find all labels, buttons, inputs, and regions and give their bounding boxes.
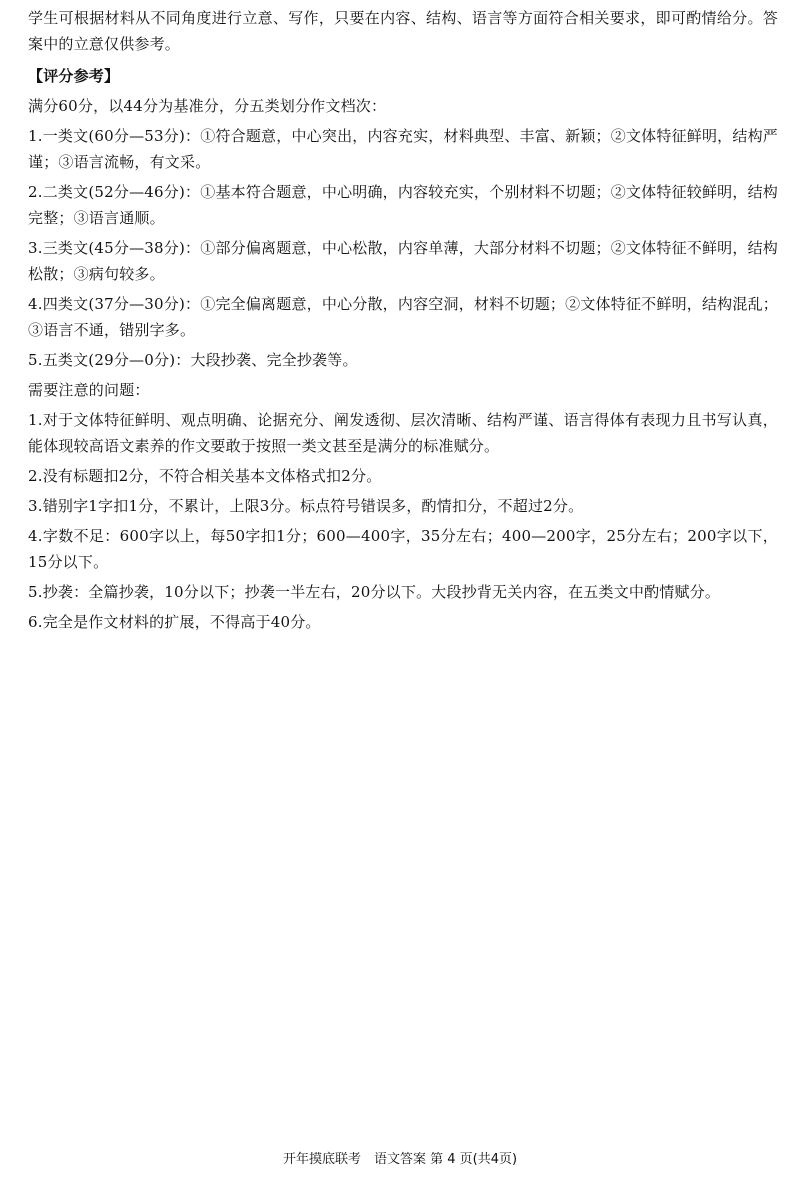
page-footer: 开年摸底联考 语文答案 第 4 页(共4页): [282, 1152, 518, 1167]
note-item: 3.错别字1字扣1分，不累计，上限3分。标点符号错误多，酌情扣分，不超过2分。: [28, 497, 584, 515]
note-item: 1.对于文体特征鲜明、观点明确、论据充分、阐发透彻、层次清晰、结构严谨、语言得体有表现力且书写认真，能体现较高语文素养的作文要敢于按照一类文甚至是满分的标准赋分。: [28, 411, 778, 455]
note-item: 6.完全是作文材料的扩展，不得高于40分。: [28, 613, 321, 631]
category-item: 2.二类文(52分—46分)：①基本符合题意，中心明确，内容较充实，个别材料不切题；②文体特征较鲜明，结构完整；③语言通顺。: [28, 183, 778, 227]
note-item: 2.没有标题扣2分，不符合相关基本文体格式扣2分。: [28, 467, 382, 485]
note-item: 4.字数不足：600字以上，每50字扣1分；600—400字，35分左右；400—200字，25分左右；200字以下，15分以下。: [28, 527, 778, 571]
page-content: [28, 0, 778, 635]
intro-paragraph: 学生可根据材料从不同角度进行立意、写作，只要在内容、结构、语言等方面符合相关要求，即可酌情给分。答案中的立意仅供参考。: [28, 9, 778, 53]
notes-heading: 需要注意的问题：: [28, 381, 150, 399]
category-item: 5.五类文(29分—0分)：大段抄袭、完全抄袭等。: [28, 351, 358, 369]
category-item: 4.四类文(37分—30分)：①完全偏离题意，中心分散，内容空洞，材料不切题；②文体特征不鲜明，结构混乱；③语言不通，错别字多。: [28, 295, 778, 339]
scoring-intro: 满分60分，以44分为基准分，分五类划分作文档次：: [28, 97, 387, 115]
category-item: 3.三类文(45分—38分)：①部分偏离题意，中心松散，内容单薄，大部分材料不切题；②文体特征不鲜明，结构松散；③病句较多。: [28, 239, 778, 283]
note-item: 5.抄袭：全篇抄袭，10分以下；抄袭一半左右，20分以下。大段抄背无关内容，在五类文中酌情赋分。: [28, 583, 721, 601]
scoring-heading: 【评分参考】: [28, 67, 120, 85]
category-item: 1.一类文(60分—53分)：①符合题意，中心突出，内容充实，材料典型、丰富、新颖；②文体特征鲜明，结构严谨；③语言流畅，有文采。: [28, 127, 778, 171]
